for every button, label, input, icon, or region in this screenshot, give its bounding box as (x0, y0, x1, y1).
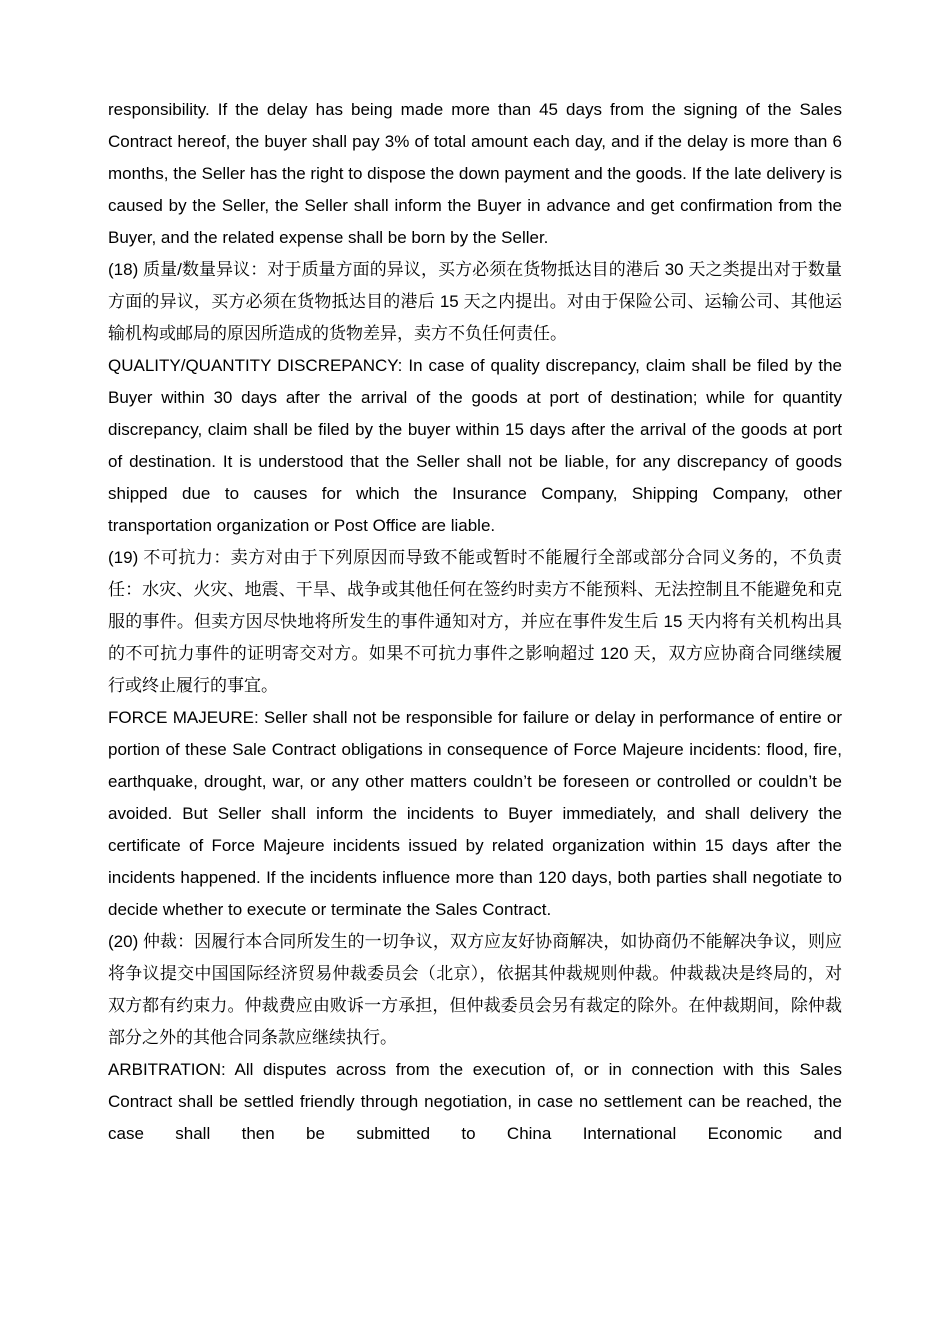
clause-20-arbitration-cn: (20) 仲裁：因履行本合同所发生的一切争议，双方应友好协商解决，如协商仍不能解决争议，则应将争议提交中国国际经济贸易仲裁委员会（北京），依据其仲裁规则仲裁。仲裁裁决是终局的，对双方都有约束力。仲裁费应由败诉一方承担，但仲裁委员会另有裁定的除外。在仲裁期间，除仲裁部分之外的其他合同条款应继续执行。 (108, 932, 842, 1047)
clause-18-quality-quantity-discrepancy-cn: (18) 质量/数量异议：对于质量方面的异议，买方必须在货物抵达目的港后 30 天之类提出对于数量方面的异议，买方必须在货物抵达目的港后 15 天之内提出。对由于保险公司、运输公司、其他运输机构或邮局的原因所造成的货物差异，卖方不负任何责任。 (108, 260, 842, 343)
delivery-delay-paragraph-end: responsibility. If the delay has being made more than 45 days from the signing of the Sales Contract hereof, the buyer shall pay 3% of total amount each day, and if the delay is more than 6 months, the Seller has the right to dispose the down payment and the goods. If the late delivery is caused by the Seller, the Seller shall inform the Buyer in advance and get confirmation from the Buyer, and the related expense shall be born by the Seller. (108, 100, 842, 247)
clause-19-force-majeure-cn: (19) 不可抗力：卖方对由于下列原因而导致不能或暂时不能履行全部或部分合同义务的，不负责任：水灾、火灾、地震、干旱、战争或其他任何在签约时卖方不能预料、无法控制且不能避免和克服的事件。但卖方因尽快地将所发生的事件通知对方，并应在事件发生后 15 天内将有关机构出具的不可抗力事件的证明寄交对方。如果不可抗力事件之影响超过 120 天，双方应协商合同继续履行或终止履行的事宜。 (108, 548, 842, 695)
clause-18-quality-quantity-discrepancy-en: QUALITY/QUANTITY DISCREPANCY: In case of quality discrepancy, claim shall be filed by the Buyer within 30 days after the arrival of the goods at port of destination; while for quantity discrepancy, claim shall be filed by the buyer within 15 days after the arrival of the goods at port of destination. It is understood that the Seller shall not be liable, for any discrepancy of goods shipped due to causes for which the Insurance Company, Shipping Company, other transportation organization or Post Office are liable. (108, 356, 842, 535)
contract-page-body (108, 94, 842, 1150)
clause-20-arbitration-en: ARBITRATION: All disputes across from the execution of, or in connection with this Sales Contract shall be settled friendly through negotiation, in case no settlement can be reached, the case shall then be submitted to China International Economic and (108, 1060, 842, 1143)
clause-19-force-majeure-en: FORCE MAJEURE: Seller shall not be responsible for failure or delay in performance of entire or portion of these Sale Contract obligations in consequence of Force Majeure incidents: flood, fire, earthquake, drought, war, or any other matters couldn’t be foreseen or controlled or couldn’t be avoided. But Seller shall inform the incidents to Buyer immediately, and shall delivery the certificate of Force Majeure incidents issued by related organization within 15 days after the incidents happened. If the incidents influence more than 120 days, both parties shall negotiate to decide whether to execute or terminate the Sales Contract. (108, 708, 842, 919)
